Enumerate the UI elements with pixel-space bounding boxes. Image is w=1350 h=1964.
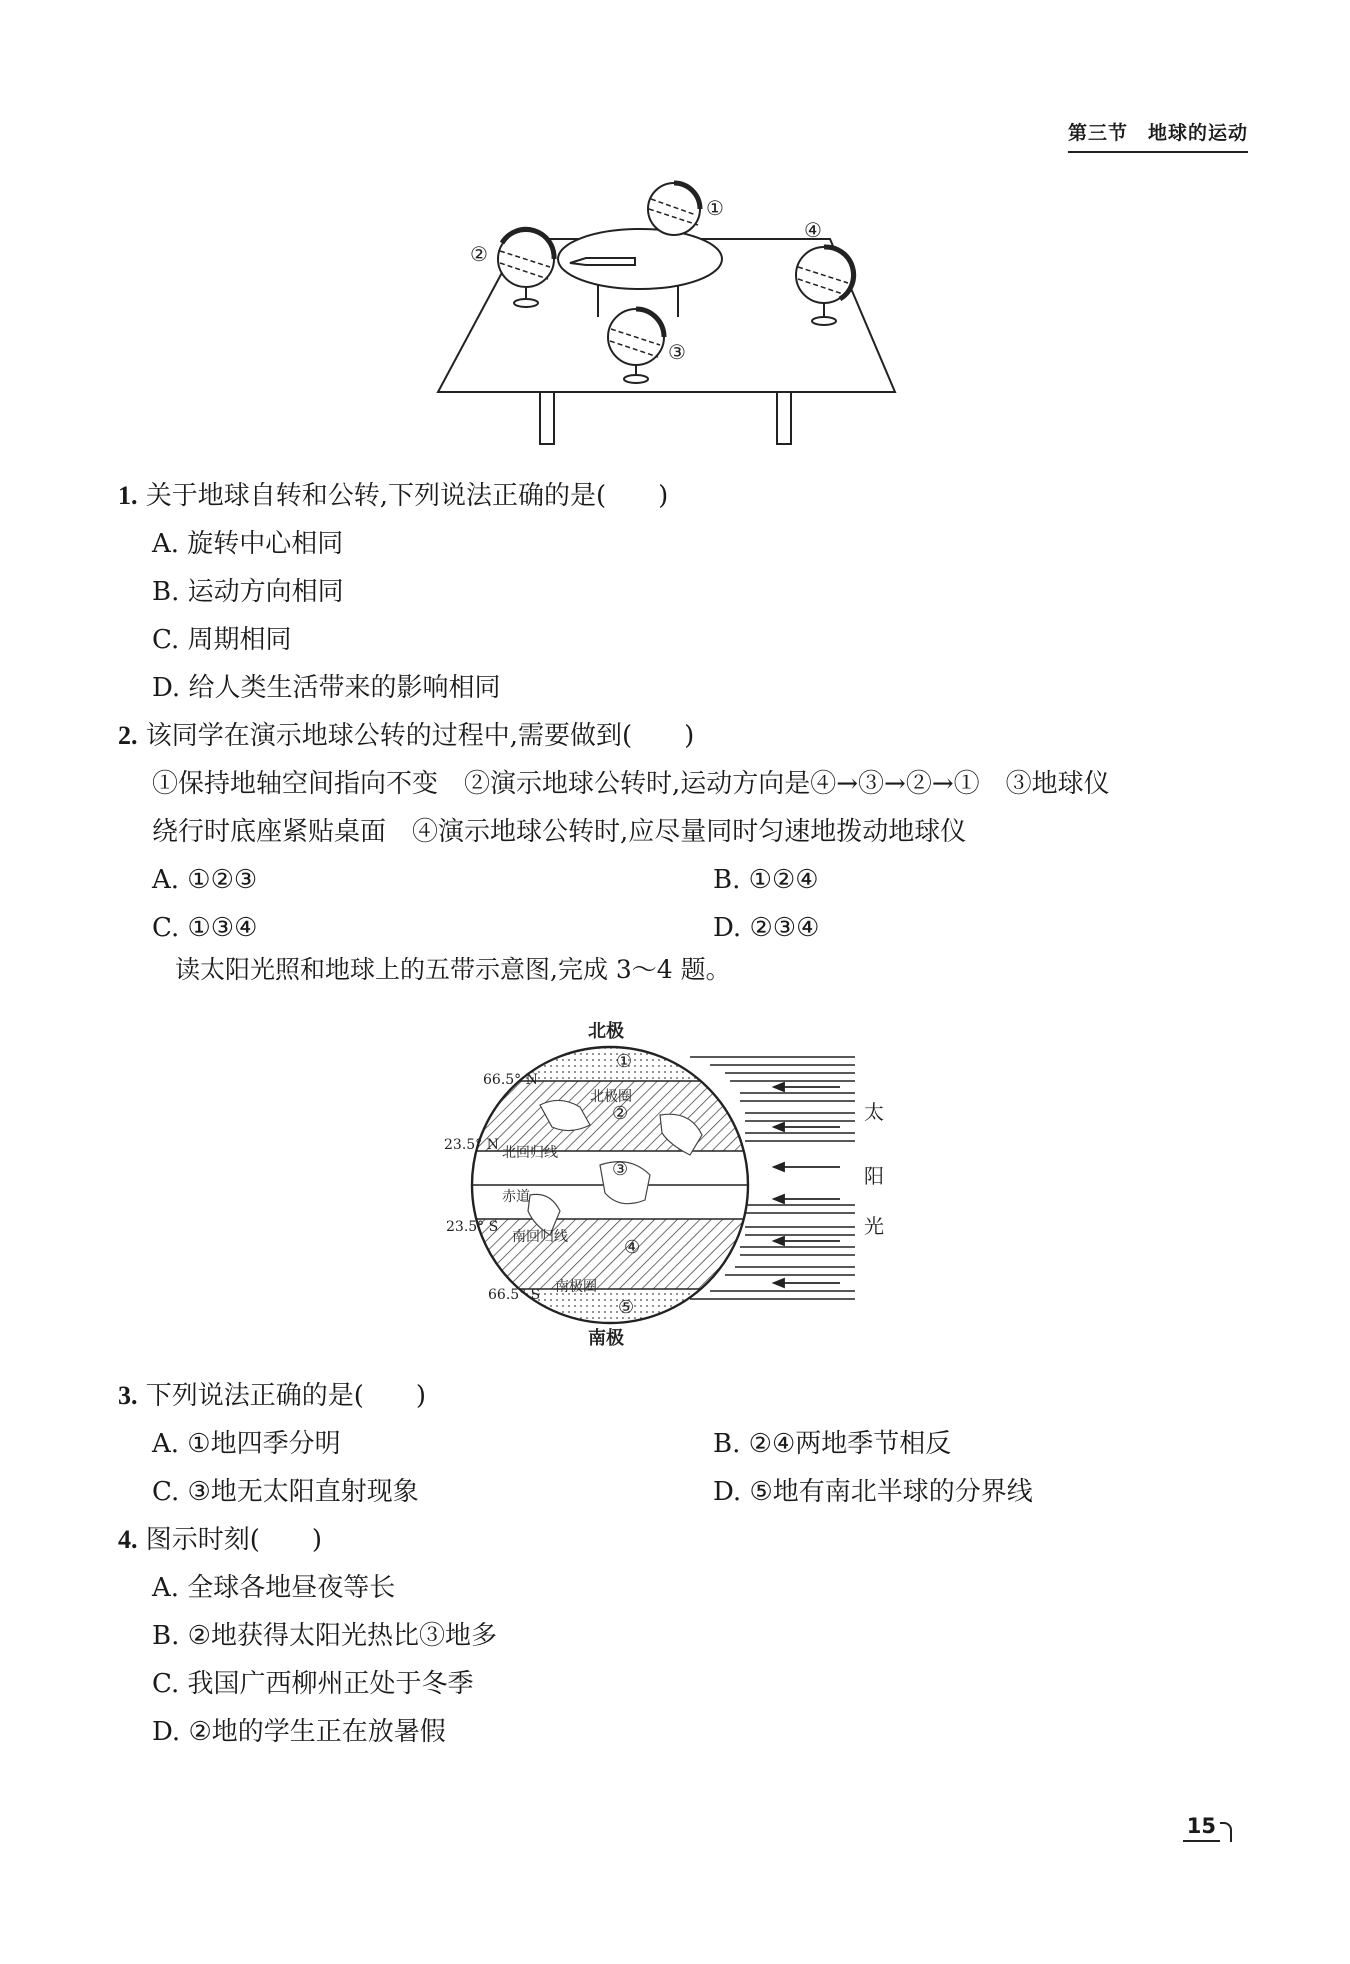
antarctic-circle-label: 南极圈	[555, 1279, 597, 1295]
zone-mark-1: ①	[616, 1051, 633, 1072]
q4-option-c[interactable]: C. 我国广西柳州正处于冬季	[152, 1669, 474, 1699]
q1-option-b[interactable]: B. 运动方向相同	[152, 577, 344, 607]
q3-option-d[interactable]: D. ⑤地有南北半球的分界线	[713, 1477, 1033, 1507]
q2-option-a[interactable]: A. ①②③	[152, 865, 258, 895]
pencil	[570, 258, 635, 265]
figure-globe-table	[420, 175, 910, 450]
question-1	[118, 472, 668, 520]
q1-option-a[interactable]: A. 旋转中心相同	[152, 529, 344, 559]
q3-option-c[interactable]: C. ③地无太阳直射现象	[152, 1477, 419, 1507]
fig1-label-1: ①	[706, 196, 724, 220]
question-number: 2.	[118, 721, 138, 750]
lat-23n: 23.5° N	[444, 1137, 499, 1153]
fig1-label-4: ④	[804, 218, 822, 242]
question-4	[118, 1516, 322, 1564]
table-leg-left	[540, 392, 554, 444]
q2-option-d[interactable]: D. ②③④	[713, 913, 820, 943]
lat-23s: 23.5° S	[446, 1219, 499, 1235]
q2-option-b[interactable]: B. ①②④	[713, 865, 819, 895]
fig1-label-2: ②	[470, 242, 488, 266]
north-pole-label: 北极	[588, 1021, 624, 1042]
section-header: 第三节 地球的运动	[1068, 118, 1248, 153]
q4-option-a[interactable]: A. 全球各地昼夜等长	[152, 1573, 396, 1603]
south-pole-label: 南极	[588, 1328, 624, 1349]
figure-five-zones	[440, 1015, 900, 1355]
zone-mark-3: ③	[612, 1159, 629, 1180]
q2-statement-line2: 绕行时底座紧贴桌面 ④演示地球公转时,应尽量同时匀速地拨动地球仪	[152, 817, 967, 847]
q2-statement-line1: ①保持地轴空间指向不变 ②演示地球公转时,运动方向是④→③→②→① ③地球仪	[152, 769, 1110, 799]
arctic-circle-label: 北极圈	[590, 1089, 632, 1105]
sun-char-2: 阳	[864, 1164, 884, 1188]
q1-option-d[interactable]: D. 给人类生活带来的影响相同	[152, 673, 501, 703]
question-stem: 该同学在演示地球公转的过程中,需要做到( )	[145, 721, 695, 751]
zone-mark-2: ②	[612, 1103, 629, 1124]
q4-option-d[interactable]: D. ②地的学生正在放暑假	[152, 1717, 446, 1747]
q1-option-c[interactable]: C. 周期相同	[152, 625, 292, 655]
q2-option-c[interactable]: C. ①③④	[152, 913, 258, 943]
question-number: 1.	[118, 481, 138, 510]
zone-mark-5: ⑤	[618, 1297, 635, 1318]
q4-option-b[interactable]: B. ②地获得太阳光热比③地多	[152, 1621, 497, 1651]
lat-66s: 66.5° S	[488, 1287, 541, 1303]
sun-char-1: 太	[864, 1100, 884, 1124]
tropic-capricorn-label: 南回归线	[512, 1229, 568, 1245]
question-2	[118, 712, 694, 760]
zone-mark-4: ④	[624, 1237, 641, 1258]
question-stem: 下列说法正确的是( )	[145, 1381, 427, 1411]
lat-66n: 66.5° N	[483, 1072, 538, 1088]
equator-label: 赤道	[502, 1189, 530, 1205]
q3-option-b[interactable]: B. ②④两地季节相反	[713, 1429, 952, 1459]
sun-char-3: 光	[864, 1214, 884, 1238]
page-number-decoration	[1220, 1822, 1232, 1842]
fig1-label-3: ③	[668, 340, 686, 364]
question-stem: 关于地球自转和公转,下列说法正确的是( )	[145, 481, 669, 511]
globe-1	[648, 183, 700, 235]
page-number: 15	[1183, 1814, 1220, 1842]
table-leg-right	[777, 392, 791, 444]
q3-option-a[interactable]: A. ①地四季分明	[152, 1429, 341, 1459]
question-number: 3.	[118, 1381, 138, 1410]
question-3	[118, 1372, 426, 1420]
question-stem: 图示时刻( )	[145, 1525, 323, 1555]
reading-intro: 读太阳光照和地球上的五带示意图,完成 3～4 题。	[175, 955, 731, 984]
tropic-cancer-label: 北回归线	[502, 1145, 558, 1161]
question-number: 4.	[118, 1525, 138, 1554]
